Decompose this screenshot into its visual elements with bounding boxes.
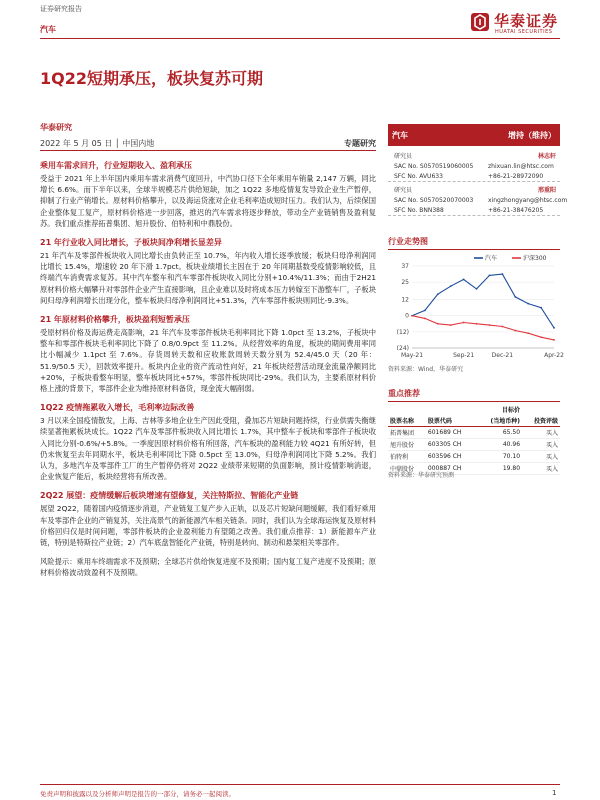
table-row	[388, 439, 560, 451]
analyst-phone: +86-21-38476205	[488, 207, 544, 214]
y-tick-label: 0	[405, 312, 409, 320]
main-content	[40, 160, 376, 587]
series-point	[553, 339, 555, 341]
meta-row	[40, 138, 376, 149]
stock-code: 603305 CH	[426, 439, 477, 451]
analyst-name: 林志轩	[537, 153, 556, 160]
trend-chart-svg	[388, 252, 564, 362]
section-body: 展望 2Q22，随着国内疫情逐步消退，产业链复工复产步入正轨，以及芯片短缺问题缓解，我们看好乘用车及零部件企业的产销复苏，关注高景气的新能源汽车相关链条。同时，我们认为全球海运恢复及原材料价格回归仅是时间问题，零部件板块的企业盈利能力有望随之改善。我们重点推荐：1）新能源车产业链，特别是特斯拉产业链；2）汽车底盘智能化产业链，特别是转向、制动和悬架相关零部件。	[40, 504, 376, 548]
table-row	[388, 427, 560, 439]
series-point	[489, 275, 491, 277]
section-body: 3 月以来全国疫情散发，上海、吉林等多地企业生产因此受阻，叠加芯片短缺问题持续，行业供需失衡继续显著拖累板块成长。1Q22 汽车及零部件板块收入同比增长 1.7%，其中整车子板块和零部件子板块收入同比分别-0.6%/+5.8%。一季度因原材料价格有所回落，汽车板块的盈利能力较 4Q21 有所好转，但仍未恢复至去年同期水平，板块毛利率同比下降 0.5pct 至 13.0%，归母净利润同比下降 5.2%。我们认为，多地汽车及零部件工厂的生产暂停仍将对 2Q22 业绩带来短期的负面影响，预计疫情影响消退，企业恢复产能后，板块经营将有所改善。	[40, 416, 376, 482]
stock-name: 旭升股份	[388, 439, 426, 451]
series-point	[514, 330, 516, 332]
section-heading: 21 年行业收入同比增长，子板块间净利增长显差异	[40, 238, 222, 248]
rating-value: 增持（维持）	[508, 131, 556, 140]
y-tick-label: (12)	[396, 328, 409, 336]
stock-code: 000887 CH	[426, 463, 477, 475]
series-point	[476, 288, 478, 290]
section-heading: 2Q22 展望：疫情缓解后板块增速有望修复，关注特斯拉、智能化产业链	[40, 491, 299, 501]
series-point	[527, 332, 529, 334]
report-kind: 专题研究	[344, 139, 376, 148]
chart-rule	[388, 249, 560, 250]
stock-rating: 买入	[522, 463, 560, 475]
analyst-card-1	[388, 152, 560, 182]
rating-sector: 汽车	[392, 131, 408, 140]
footer-rule	[40, 784, 560, 785]
page-number: 1	[552, 789, 557, 797]
analyst-sfc: SFC No. AVU633	[394, 173, 443, 180]
rating-bar	[388, 124, 560, 146]
chart-section-title: 行业走势图	[388, 237, 428, 246]
recommend-table	[388, 404, 560, 475]
rec-header-top-4	[522, 404, 560, 415]
logo-mark-icon	[470, 12, 490, 32]
trend-chart	[388, 252, 564, 362]
analyst-role: 研究员	[394, 187, 413, 194]
stock-name: 拓普集团	[388, 427, 426, 439]
recommend-source: 资料来源：华泰研究预测	[388, 472, 455, 479]
section-5	[40, 490, 376, 548]
risk-note: 风险提示：乘用车终端需求不及预期；全球芯片供给恢复进度不及预期；国内复工复产进度不及预期；原材料价格波动致盈利不及预期。	[40, 557, 376, 578]
series-point	[463, 279, 465, 281]
footer-disclaimer: 免责声明和披露以及分析师声明是报告的一部分，请务必一起阅读。	[40, 790, 235, 798]
series-point	[489, 324, 491, 326]
series-point	[437, 323, 439, 325]
stock-code: 601689 CH	[426, 427, 477, 439]
stock-name: 伯特利	[388, 451, 426, 463]
recommend-title: 重点推荐	[388, 389, 420, 398]
series-point	[553, 327, 555, 329]
analyst-role: 研究员	[394, 153, 413, 160]
series-point	[437, 293, 439, 295]
target-price: 40.96	[477, 439, 522, 451]
rec-header-top-2	[426, 404, 477, 415]
company-logo	[470, 8, 565, 40]
legend-label: 沪深300	[523, 255, 547, 262]
date-line: 2022 年 5 月 05 日 │ 中国内地	[40, 139, 155, 148]
analyst-sfc: SFC No. BNN388	[394, 207, 444, 214]
analyst-phone: +86-21-28972090	[488, 173, 544, 180]
analyst-email[interactable]: xingzhongyang@htsc.com	[488, 197, 568, 204]
sector-tag: 汽车	[40, 25, 56, 34]
series-point	[501, 326, 503, 328]
x-tick-label: Dec-21	[491, 352, 514, 359]
series-point	[540, 307, 542, 309]
stock-rating: 买入	[522, 427, 560, 439]
series-point	[540, 336, 542, 338]
rec-header-top-target: 目标价	[502, 407, 521, 414]
rec-col-currency: (当地币种)	[477, 415, 522, 427]
series-point	[501, 273, 503, 275]
series-line-index	[412, 316, 554, 340]
section-2	[40, 237, 376, 306]
section-body: 21 年汽车及零部件板块收入同比增长由负转正至 10.7%，年内收入增长逐季放缓；板块归母净利润同比增长 15.4%，增速较 20 年下滑 1.7pct。板块业绩增长主因在于 20 年同期基数受疫情影响较低，且终端汽车消费需求复苏。其中汽车整车和汽车零部件板块收入同比分别+10.4%/11.3%；而由于2H21 原材料价格大幅攀升对零部件企业产生直接影响，且企业难以及时将成本压力转嫁至下游整车厂，子板块间归母净利润增长出现分化，整车板块归母净利润同比+51.3%，汽车零部件板块则同比-9.3%。	[40, 251, 376, 305]
series-point	[411, 315, 413, 317]
analyst-sac: SAC No. S0570520070003	[394, 197, 474, 204]
series-point	[424, 309, 426, 311]
stock-name: 中鼎股份	[388, 463, 426, 475]
x-tick-label: Apr-22	[544, 352, 564, 359]
rec-header-top-1	[388, 404, 426, 415]
y-tick-label: (24)	[396, 345, 409, 352]
rec-col-rating: 投资评级	[522, 415, 560, 427]
target-price: 65.50	[477, 427, 522, 439]
legend-label: 汽车	[485, 255, 498, 262]
section-3	[40, 314, 376, 394]
x-tick-label: Sep-21	[453, 352, 475, 359]
y-tick-label: 12	[401, 296, 409, 304]
logo-en: HUATAI SECURITIES	[495, 29, 553, 35]
section-1	[40, 160, 376, 229]
stock-rating: 买入	[522, 439, 560, 451]
series-point	[450, 285, 452, 287]
rec-col-name: 股票名称	[388, 415, 426, 427]
stock-code: 603596 CH	[426, 451, 477, 463]
y-tick-label: 25	[401, 279, 409, 287]
series-point	[463, 322, 465, 324]
stock-rating: 买入	[522, 451, 560, 463]
series-point	[514, 296, 516, 298]
analyst-email[interactable]: zhixuan.lin@htsc.com	[488, 163, 554, 170]
target-price: 70.10	[477, 451, 522, 463]
rec-col-code: 股票代码	[426, 415, 477, 427]
analyst-sac: SAC No. S0570519060005	[394, 163, 474, 170]
analyst-name: 邢重阳	[537, 187, 556, 194]
series-point	[527, 303, 529, 305]
report-type-label: 证券研究报告	[40, 5, 82, 13]
section-heading: 21 年原材料价格攀升，板块盈利短暂承压	[40, 315, 190, 325]
series-point	[476, 323, 478, 325]
y-tick-label: 37	[401, 263, 409, 270]
x-tick-label: May-21	[400, 352, 424, 359]
recommend-rule	[388, 401, 560, 402]
logo-cn: 华泰证券	[494, 12, 559, 30]
chart-source: 资料来源：Wind，华泰研究	[388, 366, 464, 373]
section-heading: 1Q22 疫情拖累收入增长，毛利率边际改善	[40, 403, 195, 413]
table-row	[388, 451, 560, 463]
series-point	[450, 324, 452, 326]
meta-rule	[40, 150, 376, 151]
report-title: 1Q22短期承压，板块复苏可期	[40, 69, 264, 88]
target-price: 19.80	[477, 463, 522, 475]
section-4	[40, 402, 376, 482]
header-rule	[40, 38, 560, 39]
analyst-card-2	[388, 186, 568, 216]
research-source: 华泰研究	[40, 123, 72, 132]
section-heading: 乘用车需求回升，行业短期收入、盈利承压	[40, 161, 192, 170]
section-body: 受原材料价格及海运费走高影响，21 年汽车及零部件板块毛利率同比下降 1.0pct 至 13.2%，子板块中整车和零部件板块毛利率同比下降了 0.8/0.9pct 至 11.2%。从经营效率的角度，板块的期间费用率同比小幅减少 1.1pct 至 7.6%。存货周转天数和应收账款周转天数分别为 52.4/45.0 天（20 年：51.9/50.5 天），回款效率提升。板块内企业的资产流动性向好，21 年板块经营活动现金流量净额同比+20%，子板块看整车明显，整车板块同比+57%，零部件板块同比-29%。我们认为，主要系原材料价格上涨的背景下，零部件企业为维持原材料备货，现金流大幅削弱。	[40, 328, 376, 394]
series-point	[424, 318, 426, 320]
section-body: 受益于 2021 年上半年国内乘用车需求消费气度回升，中汽协口径下全年乘用车销量 2,147 万辆，同比增长 6.6%。而下半年以来，全球半规模芯片供给短缺，加之 1Q22 多地疫情复发导致企业生产暂停，抑制了行业产销增长。原材料价格攀升，以及海运货涨对企业毛利率造成短时压力。我们认为，后续保国企业整体复工复产，原材料价格进一步回落，推迟的汽车需求将逐步释放，带动全产业链销售及盈利复苏。我们重点推荐拓普集团、旭升股份、伯特利和中鼎股份。	[40, 174, 376, 228]
